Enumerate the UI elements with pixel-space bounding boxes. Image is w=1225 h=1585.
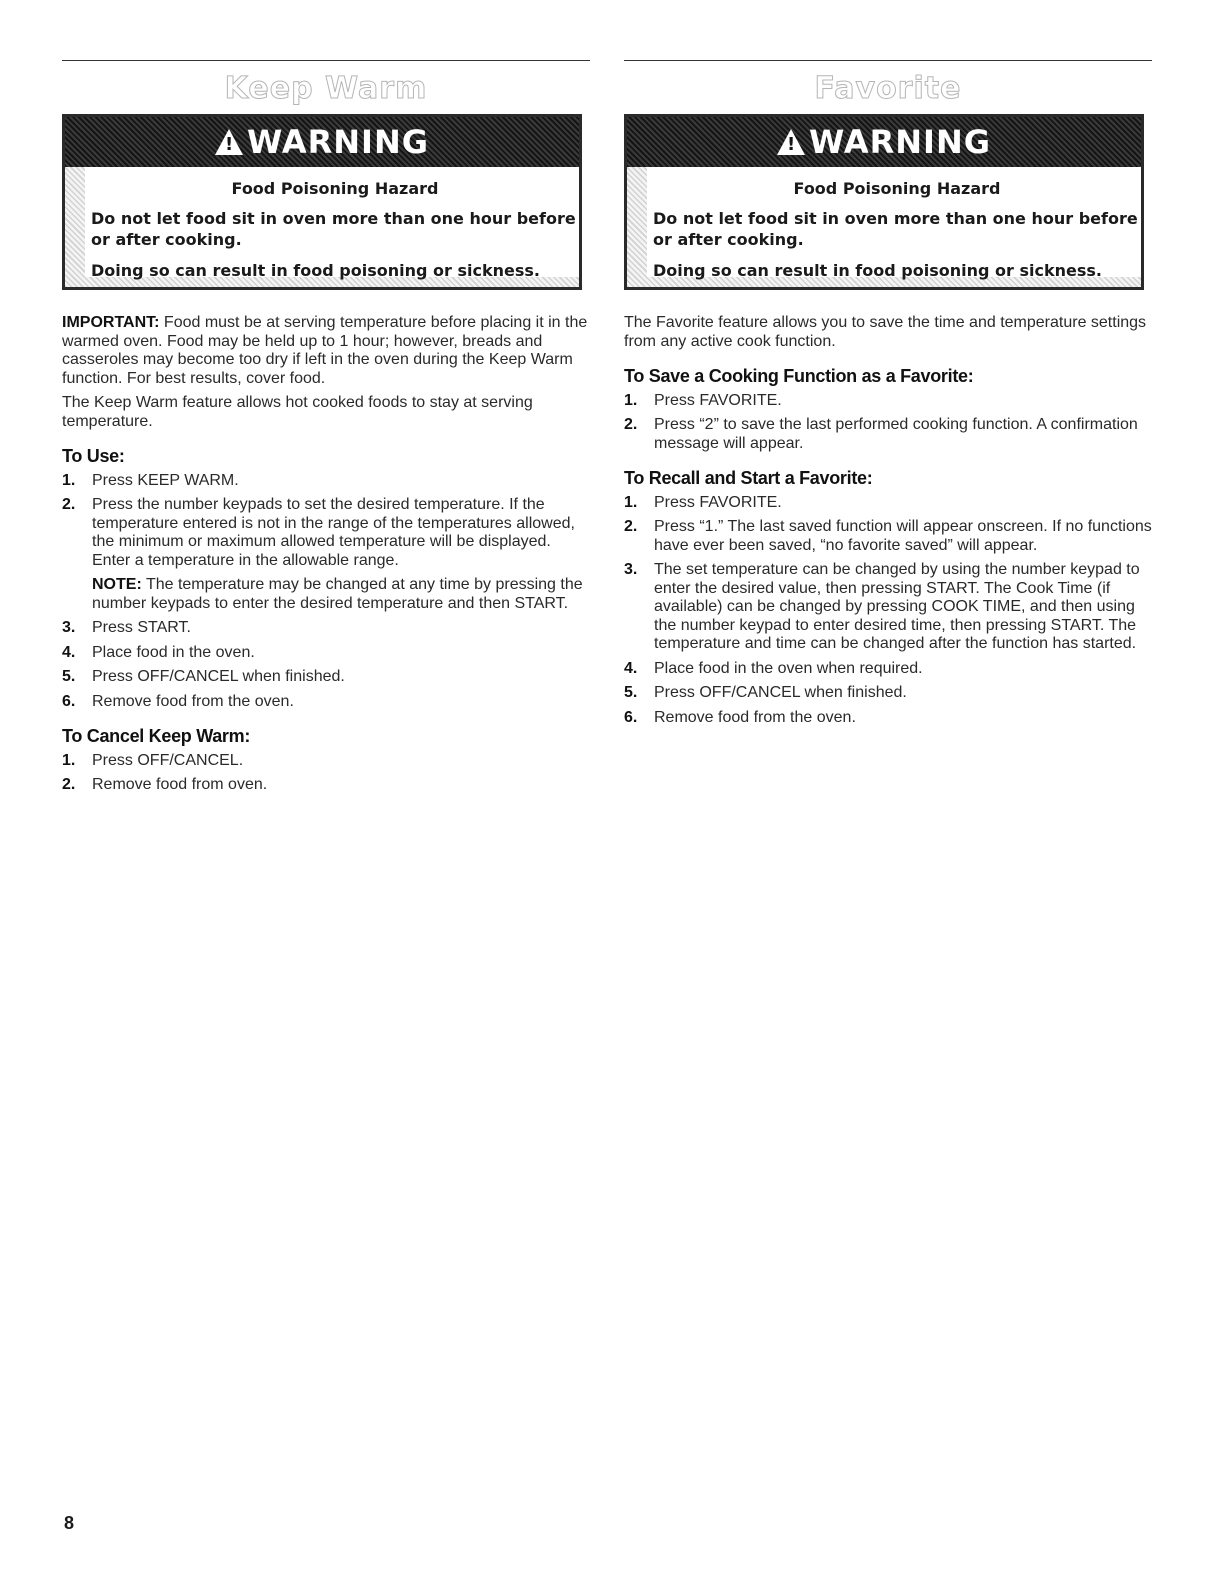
step-text: Press “1.” The last saved function will appear onscreen. If no functions have ever been saved, “no favorite saved” will appear. xyxy=(654,518,1152,554)
step-text: The set temperature can be changed by using the number keypad to enter the desired value, then pressing START. The Cook Time (if available) can be changed by pressing COOK TIME, and then using the number keypad to enter desired time, then pressing START. The temperature and time can be changed after the function has started. xyxy=(654,561,1140,652)
step-text: Press FAVORITE. xyxy=(654,493,782,511)
intro-paragraph: The Favorite feature allows you to save the time and temperature settings from any active cook function. xyxy=(624,314,1147,350)
step-number: 2. xyxy=(624,518,638,535)
step-number: 2. xyxy=(62,496,76,513)
warning-content xyxy=(85,167,579,280)
step-text: Remove food from the oven. xyxy=(92,692,294,710)
favorite-body xyxy=(624,314,1152,727)
step-text: Remove food from the oven. xyxy=(654,708,856,726)
list-item xyxy=(624,494,1152,513)
warning-label: WARNING xyxy=(809,123,991,161)
recall-heading: To Recall and Start a Favorite: xyxy=(624,468,873,488)
list-item xyxy=(624,561,1152,654)
step-text: Press “2” to save the last performed cooking function. A confirmation message will appear. xyxy=(654,416,1138,452)
step-number: 4. xyxy=(62,643,76,661)
list-item xyxy=(62,619,590,638)
section-title: Favorite xyxy=(814,71,962,106)
warning-banner xyxy=(65,117,579,167)
step-number: 1. xyxy=(624,493,638,511)
list-item xyxy=(62,496,590,613)
warning-triangle-icon xyxy=(215,129,243,155)
step-number: 4. xyxy=(624,659,638,677)
warning-line-1: Do not let food sit in oven more than one hour before or after cooking. xyxy=(91,209,576,249)
step-number: 5. xyxy=(624,684,638,701)
step-number: 2. xyxy=(624,416,638,433)
step-number: 6. xyxy=(624,708,638,726)
step-text: Press FAVORITE. xyxy=(654,391,782,409)
warning-hazard: Food Poisoning Hazard xyxy=(793,179,1001,198)
important-label: IMPORTANT: xyxy=(62,314,160,331)
list-item xyxy=(624,392,1152,411)
warning-line-2: Doing so can result in food poisoning or sickness. xyxy=(653,261,1102,280)
step-number: 1. xyxy=(62,751,76,769)
list-item xyxy=(624,684,1152,703)
note-label: NOTE: xyxy=(92,576,142,593)
step-number: 2. xyxy=(62,776,76,793)
step-text: Place food in the oven. xyxy=(92,643,255,661)
page-number: 8 xyxy=(64,1513,75,1533)
note-paragraph xyxy=(92,576,590,613)
step-number: 3. xyxy=(624,561,638,578)
step-number: 1. xyxy=(62,471,76,489)
list-item xyxy=(62,472,590,491)
important-text: Food must be at serving temperature before placing it in the warmed oven. Food may be held up to 1 hour; however, breads and casseroles may become too dry if left in the oven during the Keep Warm function. For best results, cover food. xyxy=(62,314,588,387)
intro-paragraph: The Keep Warm feature allows hot cooked foods to stay at serving temperature. xyxy=(62,394,533,430)
warning-hazard: Food Poisoning Hazard xyxy=(231,179,439,198)
top-rule xyxy=(62,60,590,61)
keep-warm-section xyxy=(62,60,590,801)
favorite-section xyxy=(624,60,1152,733)
step-text: Place food in the oven when required. xyxy=(654,659,923,677)
keep-warm-body xyxy=(62,314,590,795)
step-text: Press START. xyxy=(92,619,191,636)
warning-box xyxy=(62,114,582,290)
list-item xyxy=(62,752,590,771)
list-item xyxy=(62,693,590,712)
warning-line-1: Do not let food sit in oven more than one hour before or after cooking. xyxy=(653,209,1138,249)
step-number: 1. xyxy=(624,391,638,409)
step-number: 3. xyxy=(62,619,76,636)
step-text: Press OFF/CANCEL when finished. xyxy=(654,684,907,701)
list-item xyxy=(624,709,1152,728)
step-text: Press OFF/CANCEL. xyxy=(92,751,244,769)
step-text: Press OFF/CANCEL when finished. xyxy=(92,668,345,685)
cancel-heading: To Cancel Keep Warm: xyxy=(62,726,251,746)
step-number: 5. xyxy=(62,668,76,685)
warning-content xyxy=(647,167,1141,280)
list-item xyxy=(62,644,590,663)
to-use-heading: To Use: xyxy=(62,446,125,466)
list-item xyxy=(624,518,1152,555)
section-title: Keep Warm xyxy=(224,71,428,106)
step-text: Press KEEP WARM. xyxy=(92,471,239,489)
list-item xyxy=(624,416,1152,453)
warning-line-2: Doing so can result in food poisoning or sickness. xyxy=(91,261,540,280)
step-text: Remove food from oven. xyxy=(92,776,268,793)
step-number: 6. xyxy=(62,692,76,710)
step-text: Press the number keypads to set the desired temperature. If the temperature entered is not in the range of the temperatures allowed, the minimum or maximum allowed temperature will be displayed. Enter a temperature in the allowable range. xyxy=(92,496,575,569)
warning-banner xyxy=(627,117,1141,167)
warning-box xyxy=(624,114,1144,290)
top-rule xyxy=(624,60,1152,61)
list-item xyxy=(62,668,590,687)
list-item xyxy=(624,660,1152,679)
save-heading: To Save a Cooking Function as a Favorite: xyxy=(624,366,974,386)
warning-label: WARNING xyxy=(247,123,429,161)
list-item xyxy=(62,776,590,795)
warning-triangle-icon xyxy=(777,129,805,155)
important-paragraph xyxy=(62,314,590,388)
note-text: The temperature may be changed at any time by pressing the number keypads to enter the desired temperature and then START. xyxy=(92,576,583,612)
